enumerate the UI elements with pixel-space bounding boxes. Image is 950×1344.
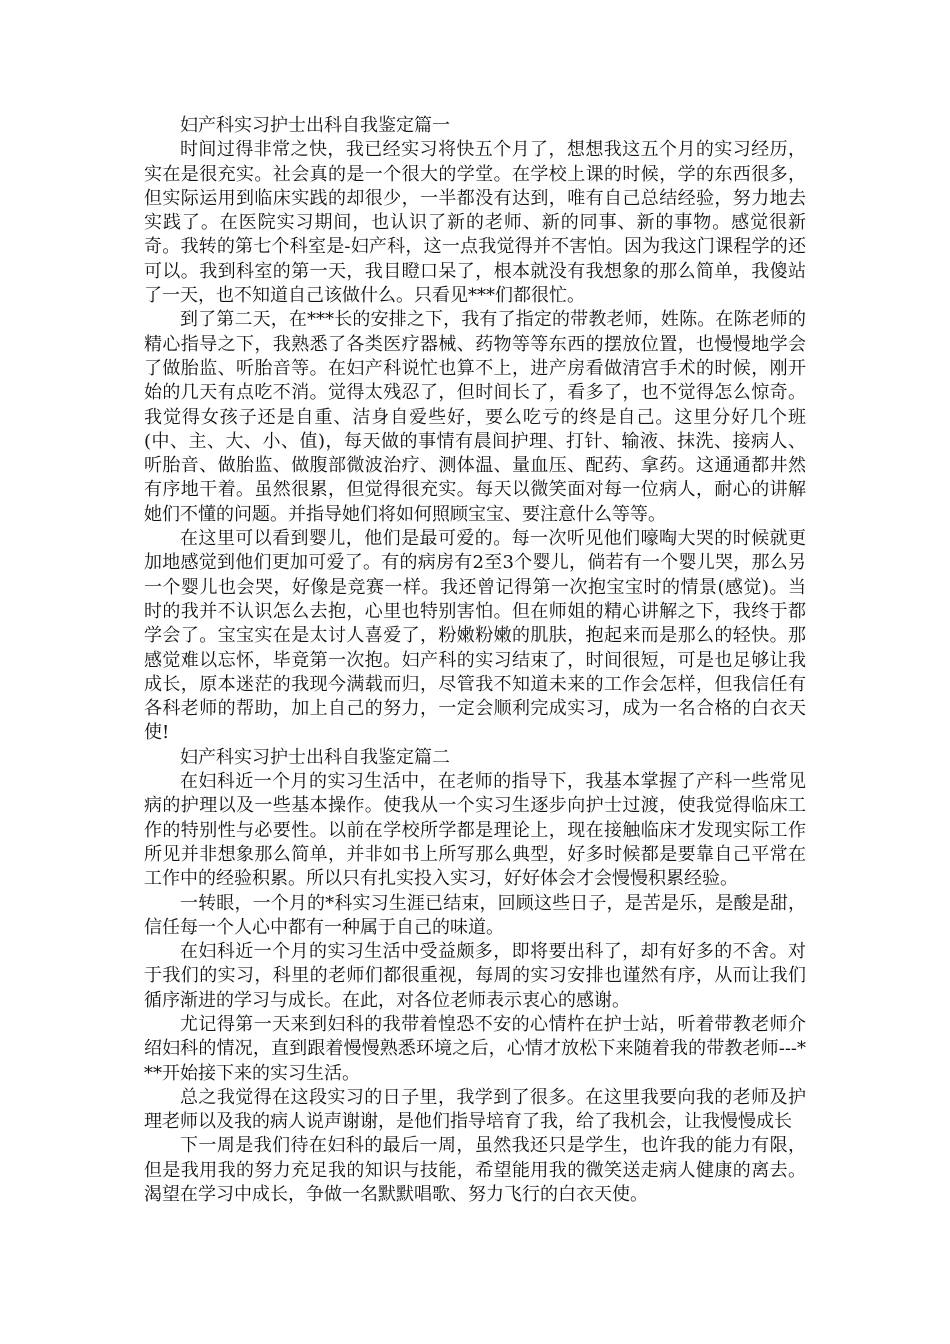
- section-2-paragraph-5: 总之我觉得在这段实习的日子里，我学到了很多。在这里我要向我的老师及护理老师以及我的病人说声谢谢，是他们指导培育了我，给了我机会，让我慢慢成长: [144, 1086, 806, 1133]
- section-2-title: 妇产科实习护士出科自我鉴定篇二: [180, 746, 450, 768]
- section-2-paragraph-2: 一转眼，一个月的*科实习生涯已结束，回顾这些日子，是苦是乐，是酸是甜，信任每一个人心中都有一种属于自己的味道。: [144, 892, 806, 938]
- section-2-paragraph-3: 在妇科近一个月的实习生活中受益颇多，即将要出科了，却有好多的不舍。对于我们的实习，科里的老师们都很重视，每周的实习安排也谨然有序，从而让我们循序渐进的学习与成长。在此，对各位老师表示衷心的感谢。: [144, 941, 806, 1011]
- section-2-paragraph-1: 在妇科近一个月的实习生活中，在老师的指导下，我基本掌握了产科一些常见病的护理以及一些基本操作。使我从一个实习生逐步向护士过渡，使我觉得临床工作的特别性与必要性。以前在学校所学都是理论上，现在接触临床才发现实际工作所见并非想象那么简单，并非如书上所写那么典型，好多时候都是要靠自己平常在工作中的经验积累。所以只有扎实投入实习，好好体会才会慢慢积累经验。: [144, 771, 806, 890]
- document-page: [144, 114, 806, 1207]
- section-1-title: 妇产科实习护士出科自我鉴定篇一: [180, 115, 450, 136]
- section-1-paragraph-2: 到了第二天，在***长的安排之下，我有了指定的带教老师，姓陈。在陈老师的精心指导之下，我熟悉了各类医疗器械、药物等等东西的摆放位置，也慢慢地学会了做胎监、听胎音等。在妇产科说忙也算不上，进产房看做清宫手术的时候，刚开始的几天有点吃不消。觉得太残忍了，但时间长了，看多了，也不觉得怎么惊奇。我觉得女孩子还是自重、洁身自爱些好，要么吃亏的终是自己。这里分好几个班(中、主、大、小、值)，每天做的事情有晨间护理、打针、输液、抹洗、接病人、听胎音、做胎监、做腹部微波治疗、测体温、量血压、配药、拿药。这通通都井然有序地干着。虽然很累，但觉得很充实。每天以微笑面对每一位病人，耐心的讲解她们不懂的问题。并指导她们将如何照顾宝宝、要注意什么等等。: [144, 309, 806, 525]
- section-2-paragraph-4: 尤记得第一天来到妇科的我带着惶恐不安的心情杵在护士站，听着带教老师介绍妇科的情况，直到跟着慢慢熟悉环境之后，心情才放松下来随着我的带教老师---***开始接下来的实习生活。: [144, 1013, 806, 1084]
- section-1-paragraph-3: 在这里可以看到婴儿，他们是最可爱的。每一次听见他们嚎啕大哭的时候就更加地感觉到他们更加可爱了。有的病房有2至3个婴儿，倘若有一个婴儿哭，那么另一个婴儿也会哭，好像是竞赛一样。我还曾记得第一次抱宝宝时的情景(感觉)。当时的我并不认识怎么去抱，心里也特别害怕。但在师姐的精心讲解之下，我终于都学会了。宝宝实在是太讨人喜爱了，粉嫩粉嫩的肌肤，抱起来而是那么的轻快。那感觉难以忘怀，毕竟第一次抱。妇产科的实习结束了，时间很短，可是也足够让我成长，原本迷茫的我现今满载而归，尽管我不知道未来的工作会怎样，但我信任有各科老师的帮助，加上自己的努力，一定会顺利完成实习，成为一名合格的白衣天使!: [144, 528, 806, 744]
- section-2-paragraph-6: 下一周是我们待在妇科的最后一周，虽然我还只是学生，也许我的能力有限，但是我用我的努力充足我的知识与技能，希望能用我的微笑送走病人健康的离去。渴望在学习中成长，争做一名默默唱歌、努力飞行的白衣天使。: [144, 1135, 806, 1206]
- section-1-paragraph-1: 时间过得非常之快，我已经实习将快五个月了，想想我这五个月的实习经历，实在是很充实。社会真的是一个很大的学堂。在学校上课的时候，学的东西很多，但实际运用到临床实践的却很少，一半都没有达到，唯有自己总结经验，努力地去实践了。在医院实习期间，也认识了新的老师、新的同事、新的事物。感觉很新奇。我转的第七个科室是-妇产科，这一点我觉得并不害怕。因为我这门课程学的还可以。我到科室的第一天，我目瞪口呆了，根本就没有我想象的那么简单，我傻站了一天，也不知道自己该做什么。只看见***们都很忙。: [144, 139, 806, 307]
